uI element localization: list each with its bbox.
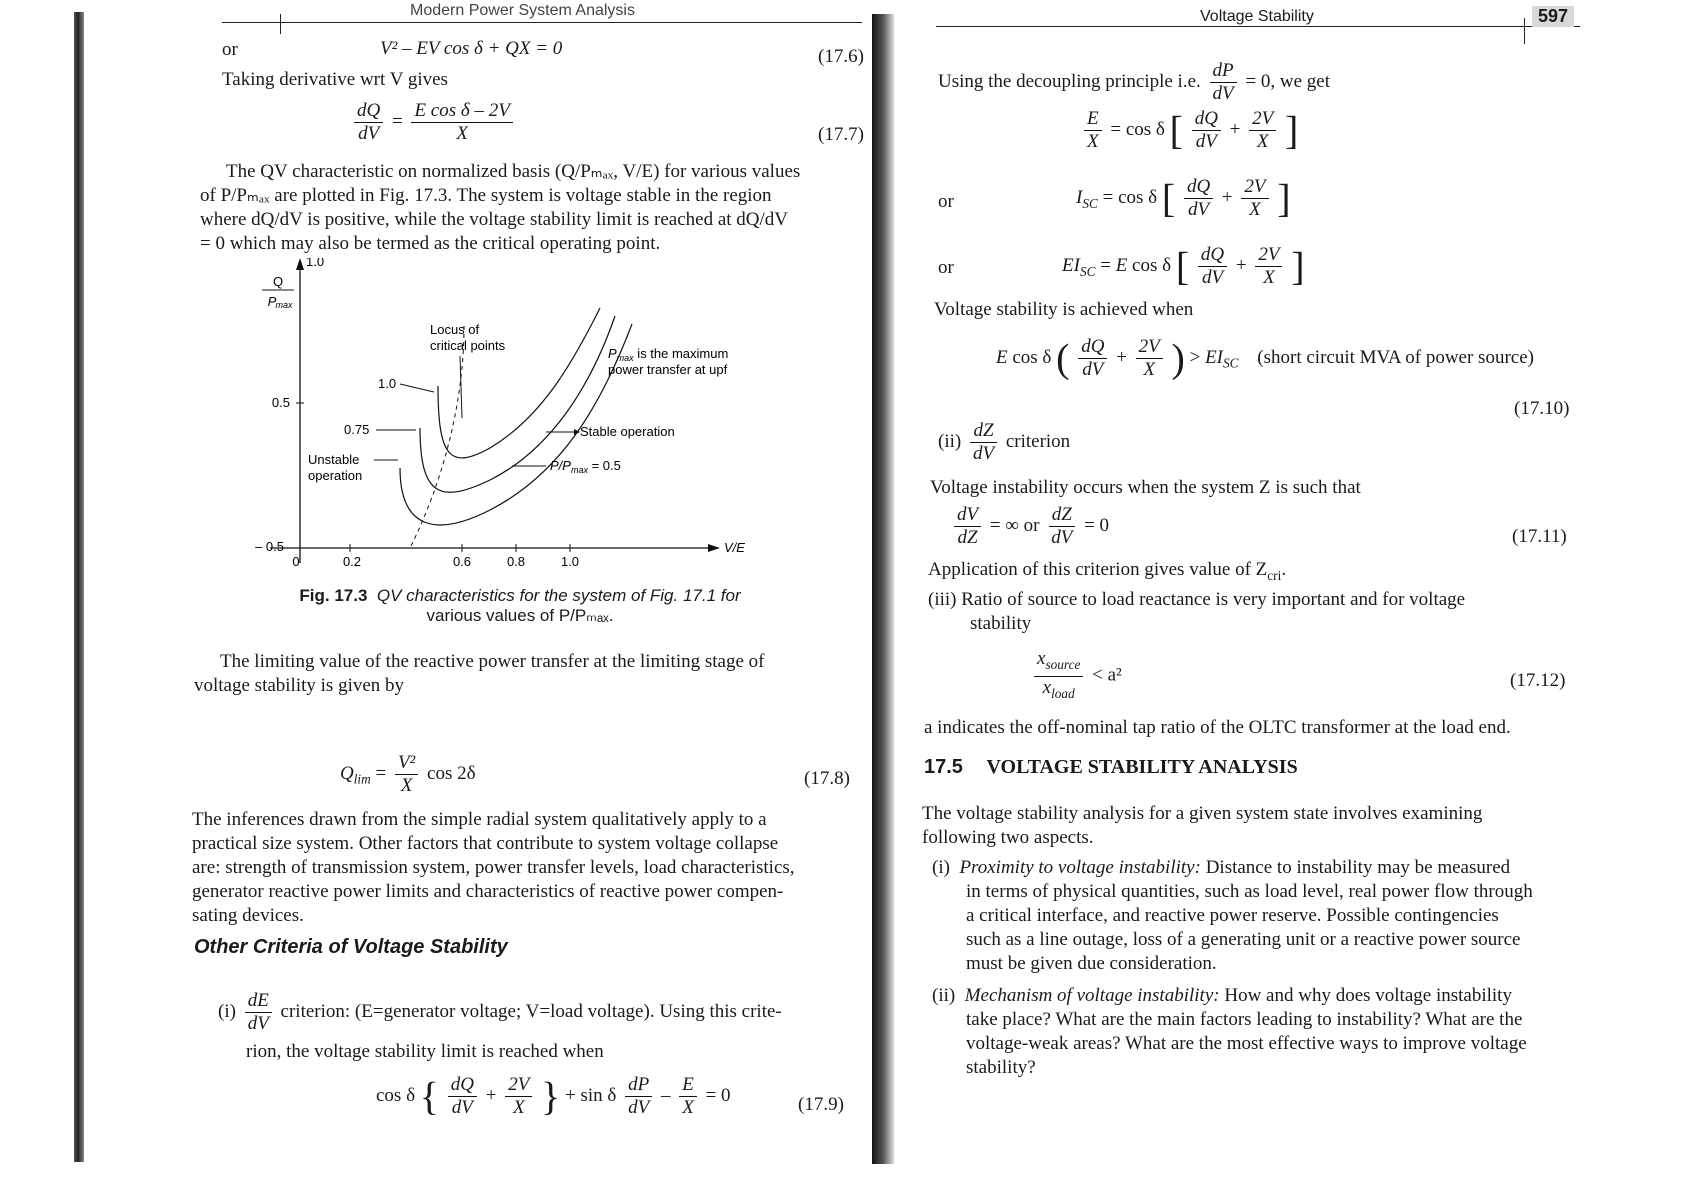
equals-sign: = — [391, 110, 403, 132]
eq-17-11 — [950, 504, 1109, 549]
para1-line: of P/Pₘₐₓ are plotted in Fig. 17.3. The system is voltage stable in the region — [200, 185, 772, 206]
y-axis-label-den: P — [267, 294, 277, 309]
curve-label-0.75: 0.75 — [344, 422, 370, 437]
pmax-sub: max — [616, 353, 634, 363]
num: E — [679, 1074, 697, 1097]
item1-first-line — [932, 856, 1582, 880]
section-number: 17.5 — [924, 756, 963, 778]
den: dV — [1201, 267, 1224, 288]
stability-text: Voltage stability is achieved when — [934, 299, 1194, 320]
derivative-text: Taking derivative wrt V gives — [222, 69, 448, 90]
left-header-rule — [222, 22, 862, 23]
locus-critical-points — [410, 326, 464, 548]
y-axis-arrow — [296, 258, 304, 270]
den: dV — [451, 1097, 473, 1118]
paragraph-inferences — [192, 808, 795, 928]
num: dQ — [1184, 176, 1213, 199]
analysis-line: The voltage stability analysis for a given system state involves examining — [922, 803, 1483, 824]
item1-line: in terms of physical quantities, such as load level, real power flow through — [966, 881, 1533, 902]
cos-delta: cos δ — [1012, 346, 1052, 368]
locus-label-line2: critical points — [430, 338, 506, 353]
analysis-paragraph — [922, 802, 1482, 850]
criterion-ii — [938, 420, 1070, 465]
right-header-tick — [1524, 18, 1525, 44]
crit2-text: criterion — [1005, 430, 1071, 452]
item1-label: (i) — [932, 857, 950, 878]
crit1-label: (i) — [218, 1000, 236, 1022]
decoupling-line — [938, 60, 1330, 105]
curve-label-1.0: 1.0 — [378, 376, 397, 391]
crit2-num: dZ — [970, 420, 996, 443]
den: X — [512, 1097, 525, 1118]
left-running-head: Modern Power System Analysis — [410, 2, 635, 19]
eq-17-7-number: (17.7) — [818, 124, 864, 145]
criterion-i — [218, 990, 782, 1035]
close-brace: } — [541, 1073, 561, 1119]
eq-17-9-frac-e — [679, 1074, 697, 1119]
para1-line: = 0 which may also be termed as the critical operating point. — [200, 233, 661, 254]
x-tick-0.6: 0.6 — [452, 554, 472, 569]
eq-17-11-end: = 0 — [1084, 514, 1110, 536]
para3-line: The inferences drawn from the simple radial system qualitatively apply to a — [192, 809, 767, 830]
close-paren: ) — [1171, 335, 1185, 381]
num: 2V — [1136, 336, 1163, 359]
curve-label-1.0-pointer — [400, 384, 434, 392]
x-load: x — [1042, 676, 1052, 698]
locus-label-line1: Locus of — [430, 322, 480, 337]
eq-17-8-number: (17.8) — [804, 768, 850, 789]
crit1-frac — [245, 990, 272, 1035]
eq-17-9 — [376, 1074, 731, 1119]
eq-17-8-lhs-sub: lim — [353, 771, 371, 787]
minus-sign: – — [660, 1084, 671, 1106]
ppmax-label — [550, 458, 621, 475]
plus-sign: + — [1221, 186, 1233, 208]
crit2-frac — [970, 420, 997, 465]
item1-line: a critical interface, and reactive power reserve. Possible contingencies — [966, 905, 1499, 926]
frac-2v-x — [1136, 336, 1163, 381]
plus-sign: + — [1235, 254, 1247, 276]
item-proximity — [932, 856, 1582, 976]
app-sub: cri — [1267, 567, 1282, 583]
eq-17-8-frac — [395, 752, 418, 797]
decoupling-den: dV — [1212, 83, 1234, 104]
fig-17-3-qv-chart — [250, 258, 770, 598]
num: 2V — [1249, 108, 1276, 131]
left-header-tick — [280, 14, 281, 34]
pmax-label-line2: power transfer at upf — [608, 362, 728, 377]
page-number: 597 — [1532, 6, 1574, 27]
den: dV — [628, 1097, 650, 1118]
den: dV — [1082, 359, 1104, 380]
eq-17-11-mid: = ∞ or — [989, 514, 1040, 536]
y-tick-neg-0.5: – 0.5 — [255, 539, 284, 554]
x-tick-1.0: 1.0 — [560, 554, 580, 569]
caption-line2: various values of P/Pₘₐₓ. — [426, 606, 614, 625]
frac-dq-dv — [1078, 336, 1107, 381]
crit2-label: (ii) — [938, 430, 962, 452]
plus-sign: + — [1229, 118, 1241, 140]
num: dP — [625, 1074, 652, 1097]
paragraph-qv — [200, 160, 800, 256]
den: X — [682, 1097, 694, 1118]
open-paren: ( — [1056, 335, 1070, 381]
frac-2v-x — [1255, 244, 1282, 289]
equals-sign: = — [375, 762, 387, 784]
item1-line: must be given due consideration. — [966, 953, 1217, 974]
eq-17-7-rhs — [411, 100, 512, 145]
num: 2V — [1255, 244, 1282, 267]
fig-17-3-caption — [270, 586, 770, 626]
eq-17-10-tail: (short circuit MVA of power source) — [1257, 346, 1534, 368]
item1-title: Proximity to voltage instability: — [959, 857, 1201, 878]
item2-line: stability? — [966, 1057, 1036, 1078]
x-tick-0: 0 — [292, 554, 300, 569]
num: dQ — [1078, 336, 1107, 359]
den: X — [1256, 131, 1269, 152]
analysis-line: following two aspects. — [922, 827, 1094, 848]
item2-line: How and why does voltage instability — [1224, 985, 1512, 1006]
item1-line: Distance to instability may be measured — [1205, 857, 1511, 878]
item2-title: Mechanism of voltage instability: — [964, 985, 1220, 1006]
x-source-sub: source — [1045, 656, 1081, 672]
frac-dq-dv — [1198, 244, 1227, 289]
eq-17-12 — [1030, 648, 1122, 705]
eq-17-6-number: (17.6) — [818, 46, 864, 67]
y-axis-label-num: Q — [272, 274, 284, 289]
eq-17-7 — [350, 100, 517, 145]
equals-sign: = — [1100, 254, 1111, 276]
item2-first-line — [932, 984, 1582, 1008]
eq-17-9-frac-dp — [625, 1074, 652, 1119]
eq-17-7-rhs-den: X — [456, 123, 468, 144]
caption-text1: QV characteristics for the system of Fig. 17.1 for — [376, 586, 741, 605]
eq-17-6-prefix: or — [222, 39, 238, 60]
eq-isc — [1076, 176, 1291, 221]
decoupling-text: Using the decoupling principle i.e. — [938, 70, 1201, 92]
eq-17-9-cos: cos δ — [376, 1084, 416, 1106]
frac-dq-dv — [1184, 176, 1213, 221]
frac-x-source-load — [1034, 648, 1083, 705]
open-bracket: [ — [1175, 243, 1190, 289]
item-mechanism — [932, 984, 1582, 1080]
isc-lhs: $I_{SC}$ — [1076, 186, 1098, 211]
open-brace: { — [419, 1073, 439, 1119]
x-tick-0.2: 0.2 — [342, 554, 362, 569]
eq-17-12-den — [1040, 677, 1078, 705]
right-header-rule — [936, 26, 1580, 27]
eq-17-7-rhs-num: E cos δ – 2V — [411, 100, 512, 123]
eisc-lhs: $EI_{SC}$ — [1062, 254, 1096, 279]
num: dV — [954, 504, 981, 527]
item2-label: (ii) — [932, 985, 956, 1006]
decoupling-num: dP — [1210, 60, 1237, 83]
paragraph-limit — [194, 650, 764, 698]
eq-17-11-number: (17.11) — [1512, 526, 1567, 547]
eq-17-12-rhs: < a² — [1092, 664, 1122, 686]
application-text: Application of this criterion gives value of $Z_{cri}$. — [928, 559, 1287, 583]
close-bracket: ] — [1291, 243, 1305, 289]
y-tick-0.5: 0.5 — [271, 395, 290, 410]
item2-line: take place? What are the main factors leading to instability? What are the — [966, 1009, 1523, 1030]
frac-dq-dv — [1192, 108, 1221, 153]
right-running-head: Voltage Stability — [1200, 8, 1314, 25]
eq-17-6: V² – EV cos δ + QX = 0 — [380, 38, 563, 59]
section-heading — [924, 756, 1298, 779]
caption-fig-label: Fig. 17.3 — [299, 586, 368, 605]
x-load-sub: load — [1051, 685, 1075, 701]
item2-line: voltage-weak areas? What are the most effective ways to improve voltage — [966, 1033, 1527, 1054]
num: 2V — [1241, 176, 1268, 199]
unstable-label-line2: operation — [308, 468, 363, 483]
eq-17-10: E cos δ ( $\frac{dQ}{dV}$ + $\frac{2V}{X}$ ) > $EI_{SC}$ (short circuit MVA of power source) — [996, 335, 1534, 381]
num: dQ — [1192, 108, 1221, 131]
den: X — [1249, 199, 1261, 220]
or-label-1: or — [938, 191, 954, 212]
eq-17-7-lhs-den: dV — [358, 123, 380, 144]
para3-line: generator reactive power limits and characteristics of reactive power compen- — [192, 881, 784, 902]
crit2-den: dV — [972, 443, 995, 464]
den: X — [1087, 131, 1099, 152]
den: dV — [1051, 527, 1073, 548]
eq-17-9-frac-dq — [448, 1074, 477, 1119]
close-bracket: ] — [1277, 175, 1291, 221]
eq-17-9-number: (17.9) — [798, 1094, 844, 1115]
eq-17-9-sin: + sin δ — [565, 1084, 617, 1106]
criterion-iii — [928, 588, 1465, 612]
frac-2v-x — [1249, 108, 1276, 153]
decoupling-frac — [1210, 60, 1237, 105]
den: X — [1143, 359, 1156, 380]
frac-e-x — [1084, 108, 1102, 153]
equals-cos: = cos δ — [1102, 186, 1158, 208]
crit3-text2: stability — [970, 613, 1032, 634]
eq-e-over-x — [1080, 108, 1298, 153]
open-bracket: [ — [1169, 107, 1183, 153]
eq-eisc: $EI_{SC} = E$ cos δ [ $\frac{dQ}{dV}$ + $\frac{2V}{X}$ ] — [1062, 243, 1305, 289]
den: dV — [1188, 199, 1210, 220]
eq-17-8-den: X — [400, 775, 413, 796]
cos-delta: cos δ — [1132, 254, 1172, 276]
para3-line: practical size system. Other factors that contribute to system voltage collapse — [192, 833, 779, 854]
eq-17-12-num — [1034, 648, 1083, 677]
para3-line: are: strength of transmission system, power transfer levels, load characteristics, — [192, 857, 795, 878]
eq-17-12-number: (17.12) — [1510, 670, 1566, 691]
ppmax-symbol: P/P — [550, 458, 571, 473]
para2-line: The limiting value of the reactive power transfer at the limiting stage of — [220, 651, 765, 672]
section-title: VOLTAGE STABILITY ANALYSIS — [986, 756, 1298, 778]
item1-line: such as a line outage, loss of a generating unit or a reactive power source — [966, 929, 1521, 950]
num: dQ — [1198, 244, 1227, 267]
frac-2v-x — [1241, 176, 1268, 221]
den: dZ — [957, 527, 978, 548]
eq-17-9-end: = 0 — [705, 1084, 731, 1106]
plus-sign: + — [485, 1084, 497, 1106]
unstable-label-line1: Unstable — [308, 452, 360, 467]
stable-label: Stable operation — [580, 424, 675, 439]
x-axis-label: V/E — [724, 540, 745, 555]
num: E — [1084, 108, 1102, 131]
eq-17-8-tail: cos 2δ — [427, 762, 476, 784]
x-source: x — [1037, 648, 1046, 669]
or-label-2: or — [938, 257, 954, 278]
y-tick-1.0: 1.0 — [306, 258, 325, 269]
eq-17-9-frac-2v — [505, 1074, 532, 1119]
subsection-other-criteria: Other Criteria of Voltage Stability — [194, 936, 508, 958]
book-gutter — [872, 14, 894, 1164]
para2-line: voltage stability is given by — [194, 675, 405, 696]
ppmax-value: = 0.5 — [587, 458, 621, 473]
num: dZ — [1049, 504, 1075, 527]
instability-text: Voltage instability occurs when the system Z is such that — [930, 477, 1361, 498]
den: X — [1263, 267, 1275, 288]
crit1-text: criterion: (E=generator voltage; V=load voltage). Using this crite- — [280, 1000, 782, 1022]
eq-17-7-lhs-num: dQ — [354, 100, 383, 123]
num: 2V — [505, 1074, 532, 1097]
left-page — [192, 0, 864, 1191]
pmax-label-line1 — [608, 346, 728, 363]
decoupling-tail: = 0, we get — [1245, 70, 1330, 92]
frac-dv-dz — [954, 504, 981, 549]
para1-line: where dQ/dV is positive, while the voltage stability limit is reached at dQ/dV — [200, 209, 789, 230]
pmax-text: is the maximum — [633, 346, 729, 361]
num: dQ — [448, 1074, 477, 1097]
crit1-den: dV — [247, 1013, 269, 1034]
eq-17-8-lhs: Q — [340, 762, 354, 784]
plus-sign: + — [1116, 346, 1127, 368]
crit1-text2: rion, the voltage stability limit is reached when — [246, 1041, 604, 1062]
crit3-label: (iii) — [928, 589, 957, 610]
x-axis-arrow — [708, 544, 720, 552]
para3-line: sating devices. — [192, 905, 304, 926]
para1-line: The QV characteristic on normalized basis (Q/Pₘₐₓ, V/E) for various values — [226, 161, 801, 182]
pmax-symbol: P — [608, 346, 617, 361]
equals-cos: = cos δ — [1110, 118, 1165, 140]
eq-17-8 — [340, 752, 476, 797]
den: dV — [1195, 131, 1217, 152]
open-bracket: [ — [1161, 175, 1176, 221]
crit1-num: dE — [245, 990, 272, 1013]
eq-17-7-lhs — [354, 100, 383, 145]
eq-17-10-number: (17.10) — [1514, 398, 1570, 419]
greater-than: > — [1189, 346, 1201, 368]
caption-line1 — [270, 586, 770, 606]
tap-ratio-text: a indicates the off-nominal tap ratio of the OLTC transformer at the load end. — [924, 717, 1511, 738]
right-page — [920, 0, 1590, 1191]
locus-pointer — [460, 356, 462, 418]
x-tick-0.8: 0.8 — [506, 554, 526, 569]
ppmax-sub: max — [570, 465, 588, 475]
frac-dz-dv — [1048, 504, 1075, 549]
binding-shadow-left — [74, 12, 84, 1162]
crit3-text: Ratio of source to load reactance is very important and for voltage — [961, 589, 1466, 610]
app-text: Application of this criterion gives value of Z — [928, 559, 1268, 580]
eq-17-8-num: V² — [395, 752, 418, 775]
y-axis-label-den-sub: max — [275, 300, 293, 310]
close-bracket: ] — [1285, 107, 1299, 153]
